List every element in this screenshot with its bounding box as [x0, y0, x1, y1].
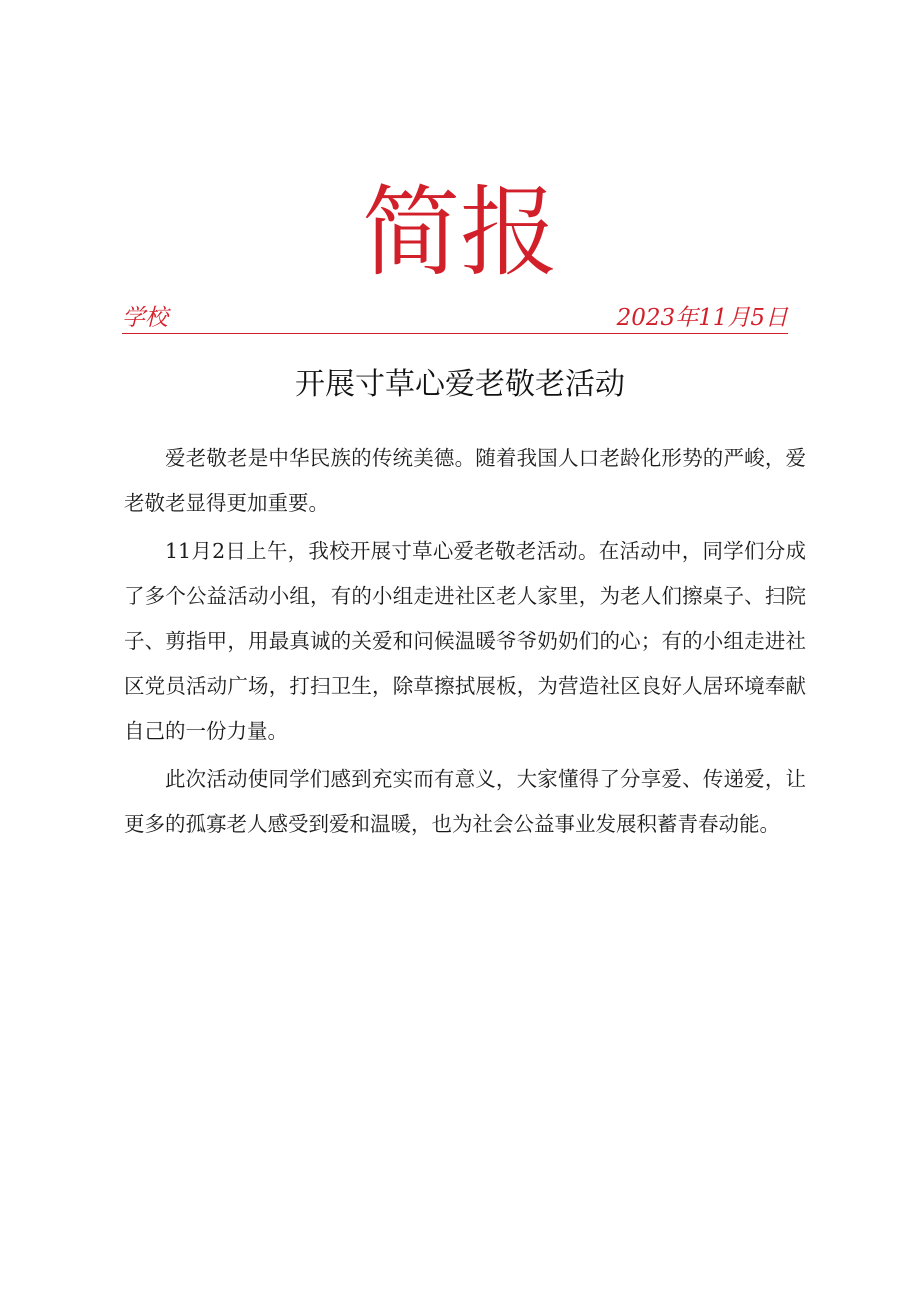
issuing-unit: 学校 [122, 305, 168, 331]
article-paragraph: 此次活动使同学们感到充实而有意义，大家懂得了分享爱、传递爱，让更多的孤寡老人感受到爱和温暖，也为社会公益事业发展积蓄青春动能。 [124, 767, 806, 836]
masthead-rule-row [122, 303, 788, 334]
article-headline: 开展寸草心爱老敬老活动 [295, 367, 625, 402]
issue-date: 2023年11月5日 [616, 305, 788, 331]
article-paragraph: 11月2日上午，我校开展寸草心爱老敬老活动。在活动中，同学们分成了多个公益活动小组，有的小组走进社区老人家里，为老人们擦桌子、扫院子、剪指甲，用最真诚的关爱和问候温暖爷爷奶奶们的心；有的小组走进社区党员活动广场，打扫卫生，除草擦拭展板，为营造社区良好人居环境奉献自己的一份力量。 [124, 539, 806, 743]
masthead-title: 简报 [361, 176, 558, 290]
article-body [124, 436, 806, 850]
article-paragraph: 爱老敬老是中华民族的传统美德。随着我国人口老龄化形势的严峻，爱老敬老显得更加重要。 [124, 446, 806, 515]
